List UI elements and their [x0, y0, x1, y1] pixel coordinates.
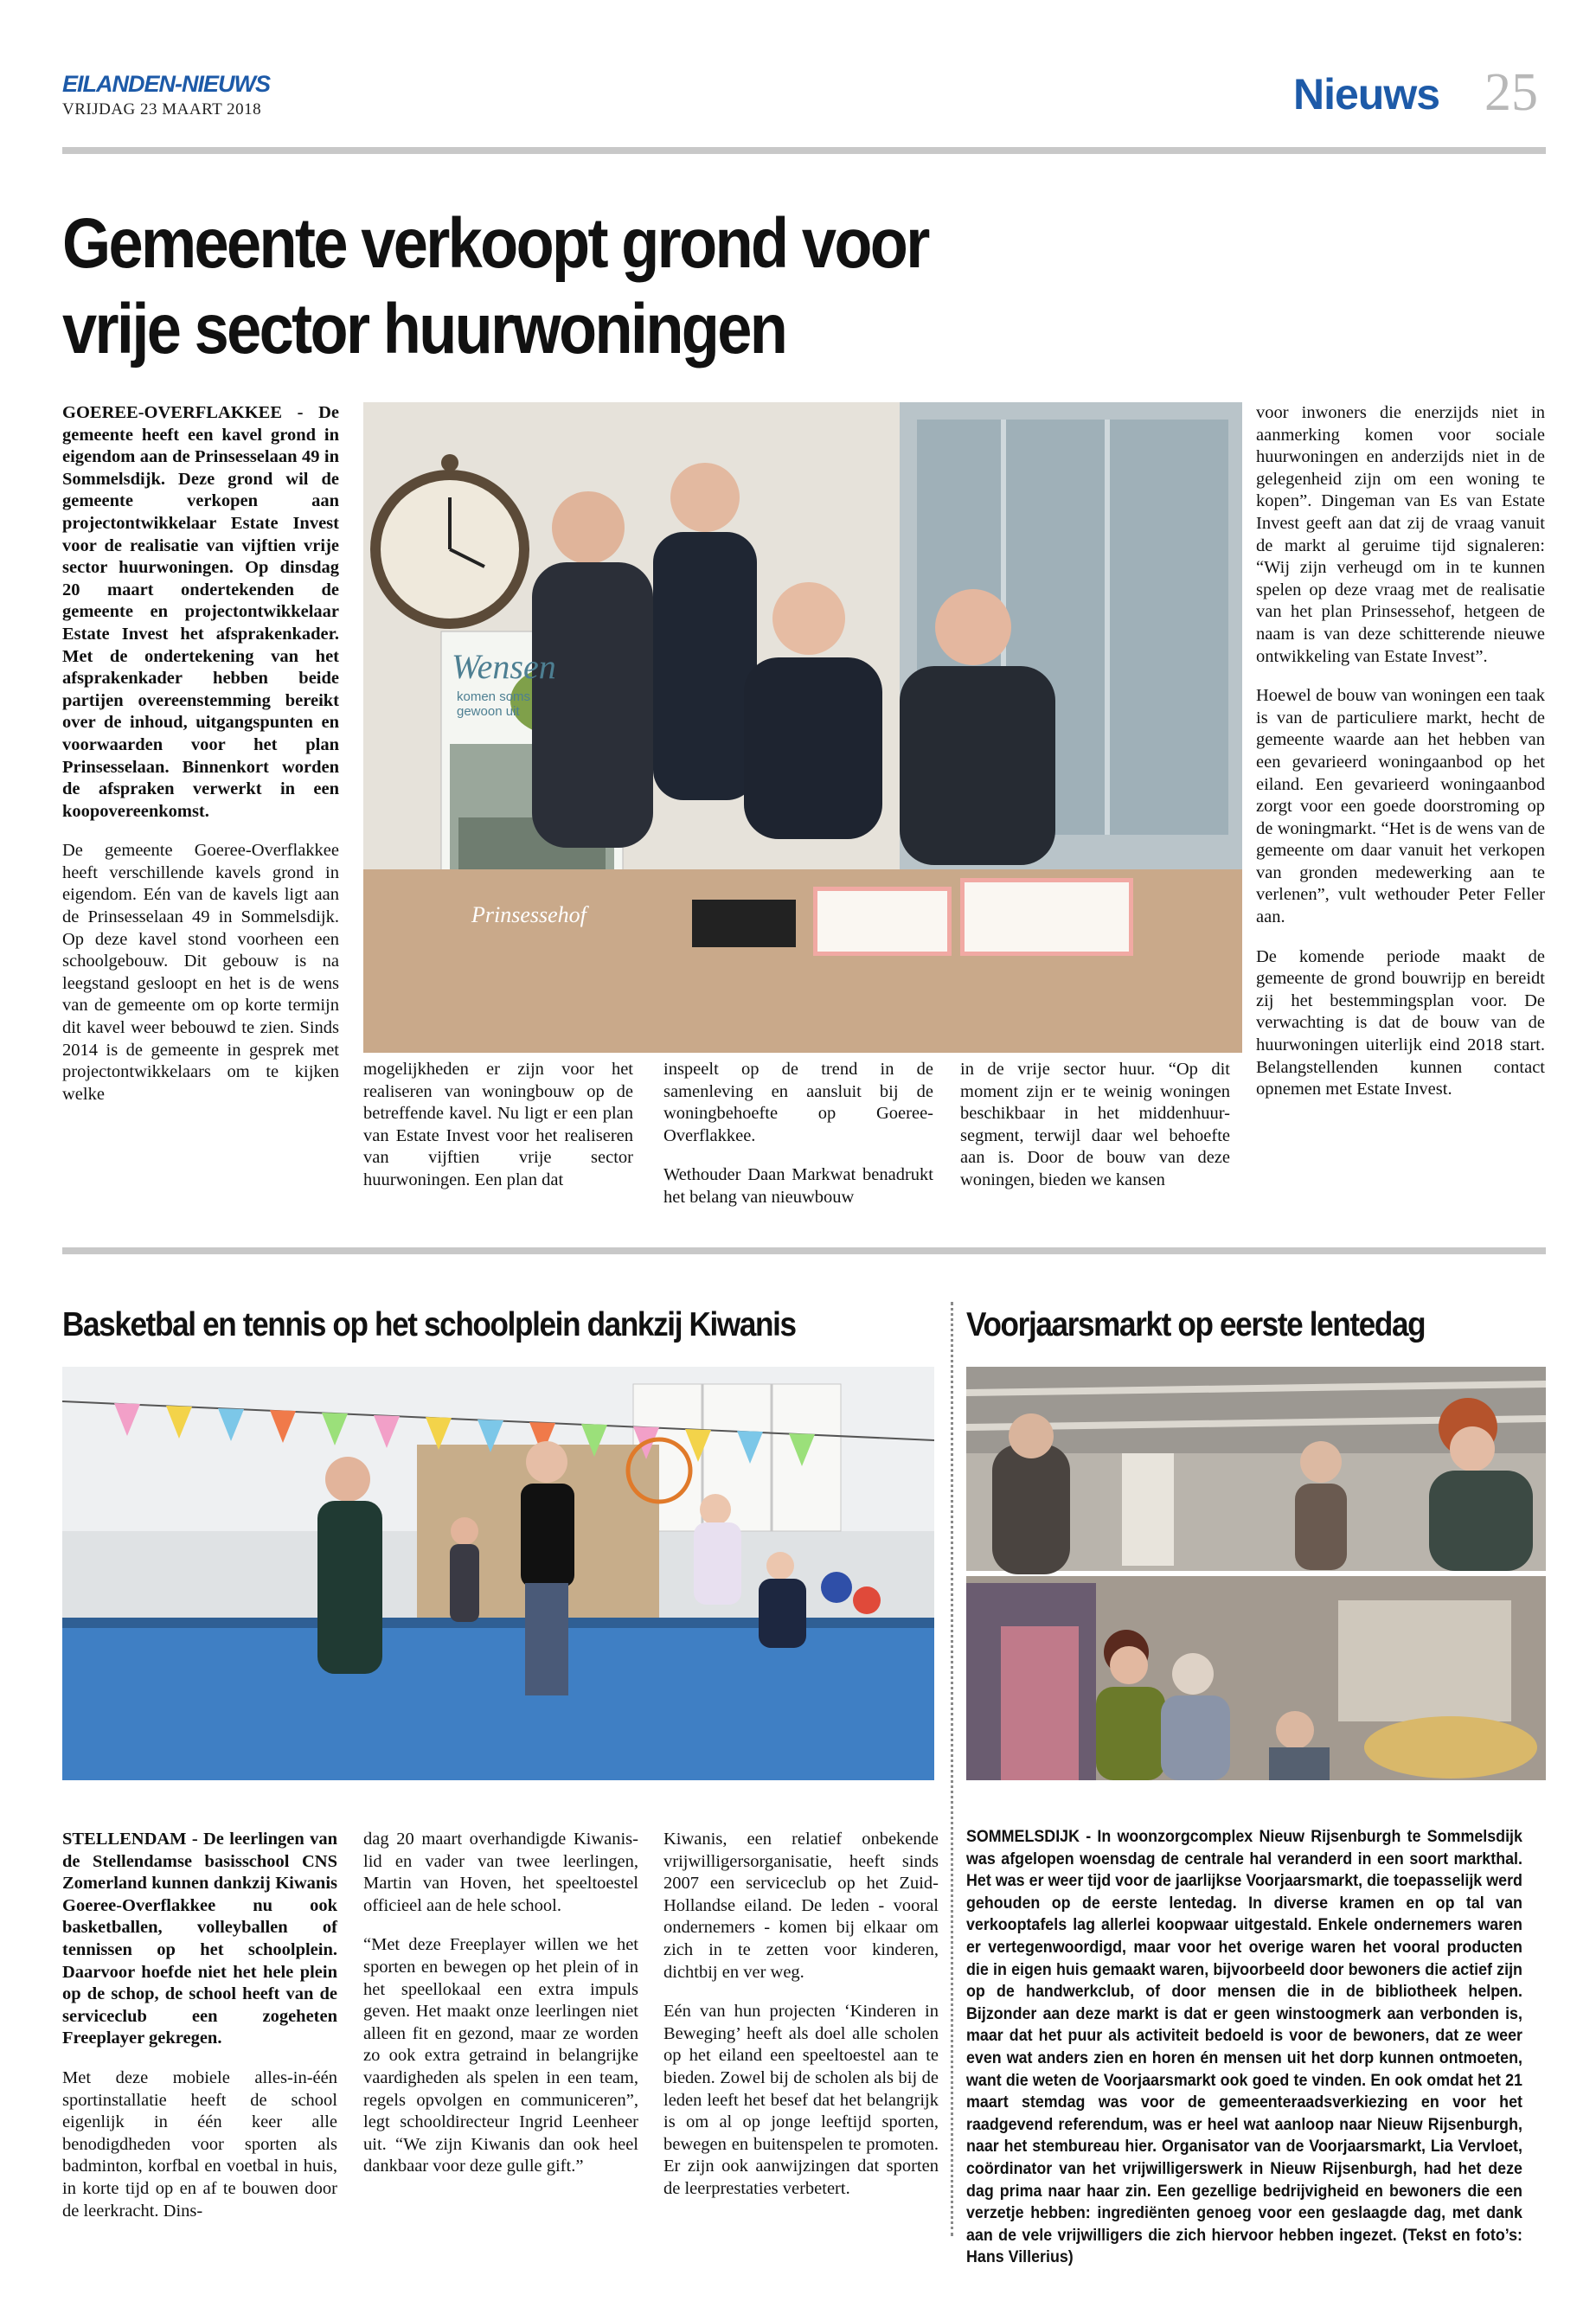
article2-photo [62, 1367, 934, 1780]
article1-col5: voor inwoners die enerzijds niet in aanmerking komen voor sociale huurwoningen en anderzijds niet in de gelegenheid zijn om een woning te kopen”. Dingeman van Es van Estate Invest geeft aan dat zij de vraag vanuit de markt al geruime tijd signaleren: “Wij zijn verheugd om in te kunnen spelen op deze vraag met de realisatie van het plan Prinsessehof, hetgeen de naam is van deze schitterende nieuwe ontwikkeling van Estate Invest”. Hoewel de bouw van woningen een taak is van de particuliere markt, hecht de gemeente waarde aan het hebben van een gevarieerd woningaanbod op het eiland. Een gevarieerd woningaanbod zorgt voor een goede doorstroming op de woningmarkt. “Het is de wens van de gemeente om daar vanuit het verkopen van gronden medewerking aan te verlenen”, vult wethouder Peter Feller aan. De komende periode maakt de gemeente de grond bouwrijp en bereidt zij het bestemmingsplan voor. De verwachting is dat de bouw van de huurwoningen uiterlijk eind 2018 start. Belangstellenden kunnen contact opnemen met Estate Invest. [1256, 403, 1545, 1099]
article1-col1 [62, 402, 339, 1106]
article1-photo [363, 402, 1242, 1053]
poster-title: Wensen [452, 647, 556, 686]
article2-col2: dag 20 maart overhandigde Kiwanis-lid en vader van twee leerlingen, Martin van Hoven, het speeltoestel officieel aan de hele school. “Met deze Freeplayer willen we het sporten en bewegen op het plein of in het speellokaal een extra impuls geven. Het maakt onze leerlingen niet alleen fit en gezond, maar ze worden zo ook extra getraind in belangrijke vaardigheden als spelen in een team, regels opvolgen en communiceren”, legt schooldirecteur Ingrid Leenheer uit. “We zijn Kiwanis dan ook heel dankbaar voor deze gulle gift.” [363, 1830, 638, 2176]
article1-col1-paragraph: De gemeente Goeree-Overflakkee heeft verschillende kavels grond in eigendom. Eén van de kavels ligt aan de Prinsesselaan 49 in Sommelsdijk. Op deze kavel stond voorheen een schoolgebouw. Dit gebouw is na leegstand gesloopt en het is de wens van de gemeente om op korte termijn dit kavel weer bebouwd te zien. Sinds 2014 is de gemeente in gesprek met projectontwikkelaars om te kijken welke [62, 841, 339, 1104]
article1-lead: GOEREE-OVERFLAKKEE - De gemeente heeft een kavel grond in eigendom aan de Prinsesselaan 49 in Sommelsdijk. Deze grond wil de gemeente verkopen aan projectontwikkelaar Estate Invest voor de realisatie van vijftien vrije sector huurwoningen. Op dinsdag 20 maart ondertekenden de gemeente en projectontwikkelaar Estate Invest het afsprakenkader. Met de ondertekening van het afsprakenkader hebben beide partijen overeenstemming bereikt over de inhoud, uitgangspunten en voorwaarden voor het plan Prinsesselaan. Binnenkort worden de afspraken verwerkt in een koopovereenkomst. [62, 403, 339, 821]
section-label: Nieuws [1293, 70, 1440, 119]
masthead: EILANDEN-NIEUWS [62, 71, 270, 97]
article3-body: SOMMELSDIJK - In woonzorgcomplex Nieuw Rijsenburgh te Sommelsdijk was afgelopen woensdag de centrale hal veranderd in een soort markthal. Het was er weer tijd voor de jaarlijkse Voorjaarsmarkt, die toepasselijk werd gehouden op de eerste lentedag. In diverse kramen en op tal van verkooptafels lag allerlei koopwaar uitgestald. Enkele ondernemers waren er vertegenwoordigd, maar voor het overige waren het vooral producten die in eigen huis gemaakt waren, bijvoorbeeld door bewoners die actief zijn op de handwerkclub, of door mensen die in de bibliotheek helpen. Bijzonder aan deze markt is dat er geen winstoogmerk aan verbonden is, maar dat het puur als activiteit bedoeld is voor de bewoners, dat ze weer even wat anders zien en horen én mensen uit het dorp kunnen ontmoeten, want die weten de Voorjaarsmarkt ook goed te vinden. En ook omdat het 21 maart stemdag was voor de gemeenteraadsverkiezing en voor het raadgevend referendum, was er heel wat aanloop naar Nieuw Rijsenburgh, naar het stembureau hier. Organisator van de Voorjaarsmarkt, Lia Vervloet, coördinator van het vrijwilligerswerk in Nieuw Rijsenburgh, had het deze dag prima naar haar zin. Een gezellige bedrijvigheid en bewoners die een verzetje hebben: ingrediënten genoeg voor een geslaagde dag, met dank aan de vele vrijwilligers die zich hiervoor hebben ingezet. (Tekst en foto’s: Hans Villerius) [966, 1828, 1522, 2267]
issue-date: VRIJDAG 23 MAART 2018 [62, 100, 262, 119]
article1-headline: Gemeente verkoopt grond voor vrije sector huurwoningen [62, 204, 928, 369]
section-rule [62, 1247, 1546, 1254]
signing-photo-illustration [363, 402, 1242, 1053]
article2-lead: STELLENDAM - De leerlingen van de Stellendamse basisschool CNS Zomerland kunnen dankzij Kiwanis Goeree-Overflakkee nu ook basketballen, volleyballen of tennissen op het schoolplein. Daarvoor hoefde niet het hele plein op de schop, de school heeft van de serviceclub een zogeheten Freeplayer gekregen. [62, 1830, 337, 2048]
article2-col3: Kiwanis, een relatief onbekende vrijwilligersorganisatie, heeft sinds 2007 een serviceclub op het Zuid-Hollandse eiland. De leden - vooral ondernemers - komen bij elkaar om zich in te zetten voor kinderen, dichtbij en ver weg. Eén van hun projecten ‘Kinderen in Beweging’ heeft als doel alle scholen op het eiland een speeltoestel aan te bieden. Zowel bij de scholen als bij de leden leeft het besef dat het belangrijk is om al op jonge leeftijd sporten, bewegen en buitenspelen te promoten. Er zijn ook aanwijzingen dat sporten de leerprestaties verbetert. [663, 1830, 939, 2198]
poster-subtitle: komen soms gewoon uit [457, 689, 531, 719]
article1-col3: inspeelt op de trend in de samenleving en aansluit bij de woningbehoefte op Goeree-Overflakkee. Wethouder Daan Markwat benadrukt het belang van nieuwbouw [663, 1060, 933, 1207]
article2-col1: STELLENDAM - De leerlingen van de Stellendamse basisschool CNS Zomerland kunnen dankzij Kiwanis Goeree-Overflakkee nu ook basketballen, volleyballen of tennissen op het schoolplein. Daarvoor hoefde niet het hele plein op de schop, de school heeft van de serviceclub een zogeheten Freeplayer gekregen. Met deze mobiele alles-in-één sportinstallatie heeft de school eigenlijk in één keer alle benodigdheden voor sporten als badminton, korfbal en voetbal in huis, in korte tijd op en af te bouwen door de leerkracht. Dins- [62, 1830, 337, 2221]
market-photo-illustration [966, 1367, 1546, 1780]
gym-photo-illustration [62, 1367, 934, 1780]
article1-col2: mogelijkheden er zijn voor het realiseren van woningbouw op de betreffende kavel. Nu ligt er een plan van Estate Invest voor het realiseren van vijftien vrije sector huurwoningen. Een plan dat [363, 1060, 633, 1189]
article1-col4: in de vrije sector huur. “Op dit moment zijn er te weinig woningen beschikbaar in het middenhuur-segment, terwijl daar wel behoefte aan is. Door de bouw van deze woningen, bieden we kansen [960, 1060, 1230, 1189]
article2-headline: Basketbal en tennis op het schoolplein dankzij Kiwanis [62, 1306, 796, 1343]
page-number: 25 [1484, 63, 1538, 122]
poster-brand: Prinsessehof [471, 902, 586, 927]
article3-photo [966, 1367, 1546, 1780]
column-separator [951, 1302, 953, 2236]
article3-headline: Voorjaarsmarkt op eerste lentedag [966, 1306, 1426, 1343]
header-rule [62, 147, 1546, 154]
